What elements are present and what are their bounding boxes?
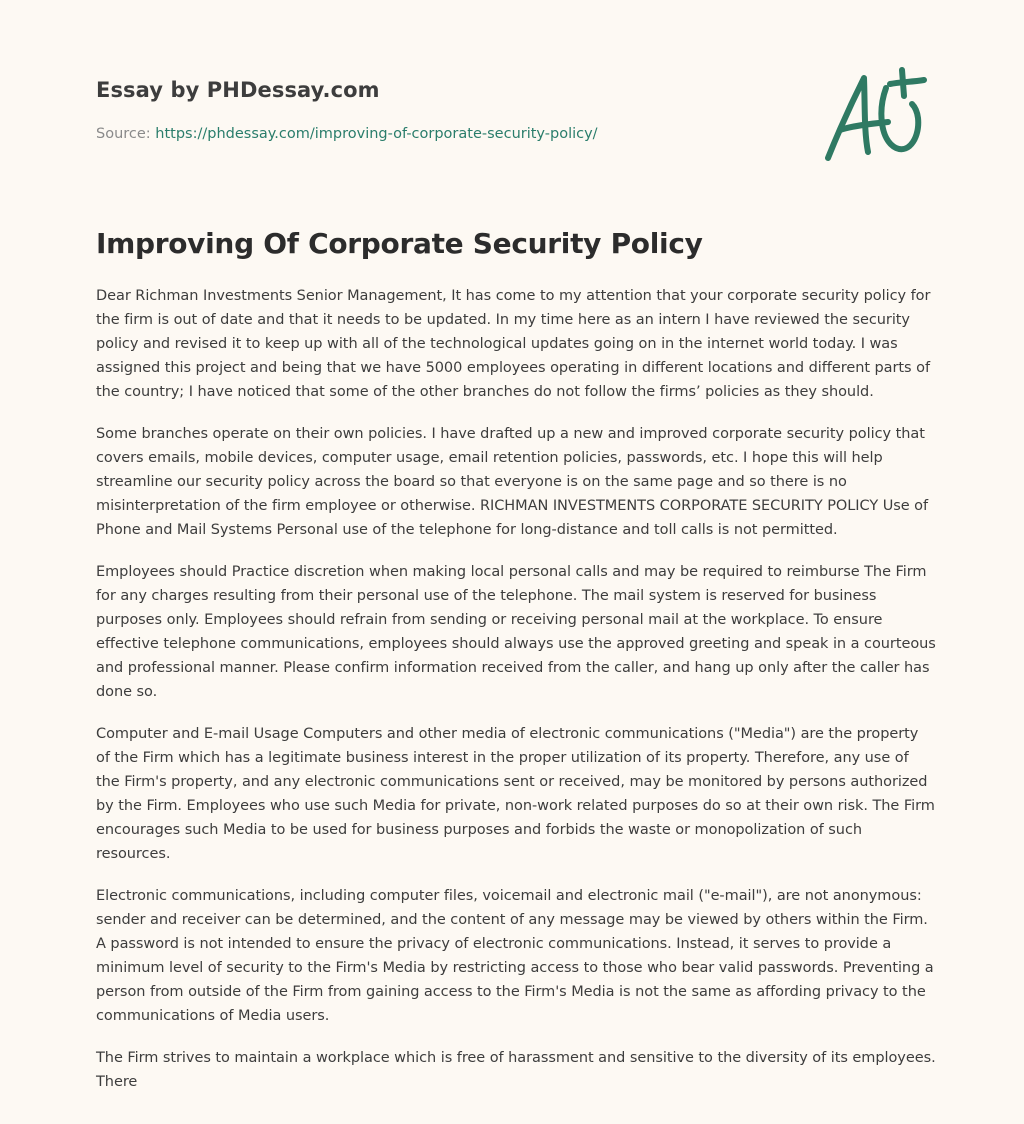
- essay-paragraph: The Firm strives to maintain a workplace which is free of harassment and sensitive to the diversity of its employees. There: [96, 1050, 936, 1090]
- source-line: [96, 124, 736, 144]
- essay-title: Improving Of Corporate Security Policy: [96, 227, 703, 260]
- a-plus-grade-icon: [818, 66, 930, 166]
- essay-paragraph: Computer and E-mail Usage Computers and other media of electronic communications ("Media") are the property of the Firm which has a legitimate business interest in the proper utilization of its property. Therefore, any use of the Firm's property, and any electronic communications sent or received, may be monitored by persons authorized by the Firm. Employees who use such Media for private, non-work related purposes do so at their own risk. The Firm encourages such Media to be used for business purposes and forbids the waste or monopolization of such resources.: [96, 726, 935, 862]
- essay-paragraph: Employees should Practice discretion when making local personal calls and may be required to reimburse The Firm for any charges resulting from their personal use of the telephone. The mail system is reserved for business purposes only. Employees should refrain from sending or receiving personal mail at the workplace. To ensure effective telephone communications, employees should always use the approved greeting and speak in a courteous and professional manner. Please confirm information received from the caller, and hang up only after the caller has done so.: [96, 564, 936, 700]
- page-header: [96, 74, 736, 144]
- source-label: Source:: [96, 126, 151, 142]
- essay-paragraph: Electronic communications, including computer files, voicemail and electronic mail ("e-mail"), are not anonymous: sender and receiver can be determined, and the content of any message may be viewed by others within the Firm. A password is not intended to ensure the privacy of electronic communications. Instead, it serves to provide a minimum level of security to the Firm's Media by restricting access to those who bear valid passwords. Preventing a person from outside of the Firm from gaining access to the Firm's Media is not the same as affording privacy to the communications of Media users.: [96, 888, 934, 1024]
- essay-paragraph: Some branches operate on their own policies. I have drafted up a new and improved corporate security policy that covers emails, mobile devices, computer usage, email retention policies, passwords, etc. I hope this will help streamline our security policy across the board so that everyone is on the same page and so there is no misinterpretation of the firm employee or otherwise. RICHMAN INVESTMENTS CORPORATE SECURITY POLICY Use of Phone and Mail Systems Personal use of the telephone for long-distance and toll calls is not permitted.: [96, 426, 929, 538]
- source-link[interactable]: https://phdessay.com/improving-of-corporate-security-policy/: [155, 126, 598, 142]
- essay-body: [96, 284, 936, 1112]
- essay-paragraph: Dear Richman Investments Senior Management, It has come to my attention that your corporate security policy for the firm is out of date and that it needs to be updated. In my time here as an intern I have reviewed the security policy and revised it to keep up with all of the technological updates going on in the internet world today. I was assigned this project and being that we have 5000 employees operating in different locations and different parts of the country; I have noticed that some of the other branches do not follow the firms’ policies as they should.: [96, 288, 931, 400]
- brand-title: Essay by PHDessay.com: [96, 78, 380, 102]
